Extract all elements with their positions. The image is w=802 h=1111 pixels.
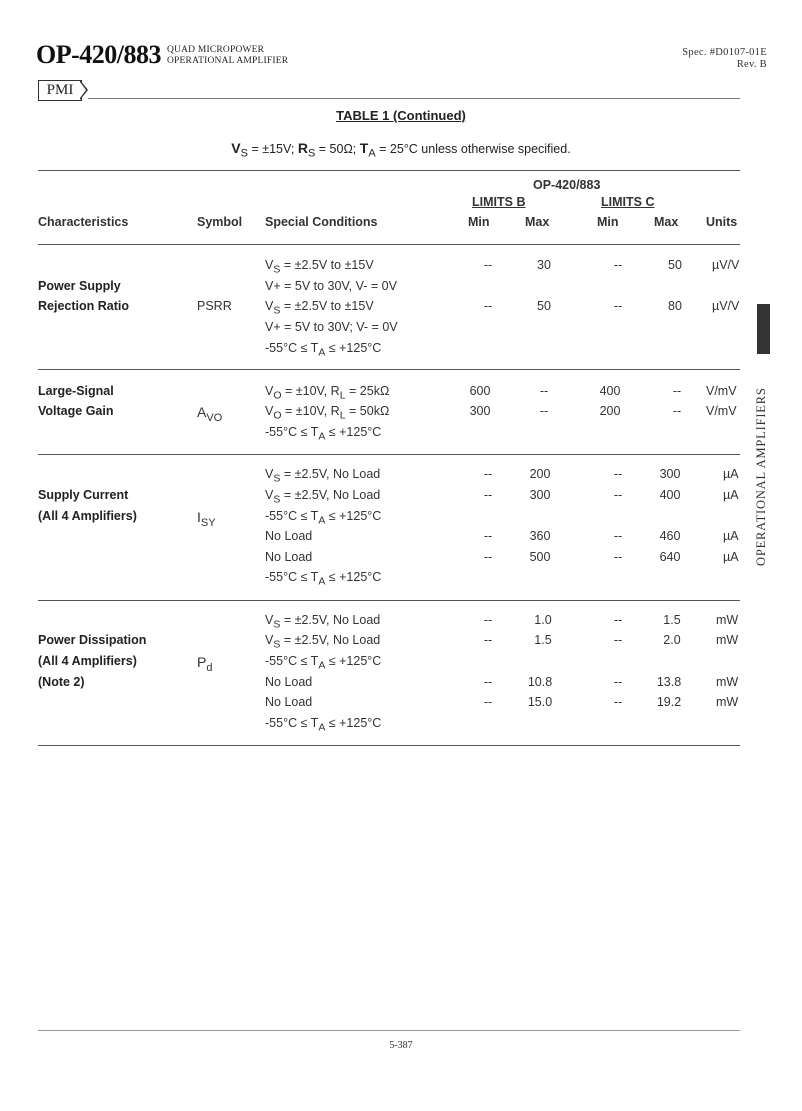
isy-label-line2: (All 4 Amplifiers): [38, 509, 137, 523]
device-header: OP-420/883: [533, 178, 601, 192]
isy-rule: [38, 600, 740, 601]
pd-condition-1: $V_S = \pm 2.5V$, No Load: [265, 613, 381, 631]
psrr-r2-min-c: --: [613, 299, 623, 313]
page-number: 5-387: [389, 1040, 413, 1051]
pd-r2-min-b: --: [483, 633, 493, 647]
isy-r4-min-c: --: [613, 550, 623, 564]
pd-r2-min-c: --: [613, 633, 623, 647]
col-max-b: Max: [525, 215, 550, 229]
avo-condition-2: $V_O = \pm 10V$, $R_L = 50k\Omega$: [265, 404, 390, 422]
isy-r1-units: µA: [723, 467, 739, 481]
pd-label-line2: (All 4 Amplifiers): [38, 654, 137, 668]
psrr-condition-4: V+ = 5V to 30V; V- = 0V: [265, 320, 398, 334]
avo-r1-max-c: --: [672, 384, 682, 398]
pmi-logo-arrow-inner: [80, 82, 86, 98]
isy-r4-units: µA: [723, 550, 739, 564]
avo-condition-3: $-55^\circ C \le T_A \le +125^\circ C$: [265, 425, 382, 443]
pd-r3-min-b: --: [483, 675, 493, 689]
avo-label-line1: Large-Signal: [38, 384, 114, 398]
pd-r2-max-b: 1.5: [534, 633, 552, 647]
side-section-label: OPERATIONAL AMPLIFIERS: [754, 387, 768, 566]
avo-r2-min-c: 200: [599, 404, 621, 418]
pd-label-line3: (Note 2): [38, 675, 85, 689]
isy-r1-max-c: 300: [659, 467, 681, 481]
avo-r1-units: V/mV: [706, 384, 737, 398]
avo-symbol: $A_{VO}$: [197, 404, 223, 424]
limits-b-header: LIMITS B: [472, 195, 526, 209]
subtitle-line2: OPERATIONAL AMPLIFIER: [167, 56, 289, 66]
avo-r2-max-c: --: [672, 404, 682, 418]
psrr-rule: [38, 369, 740, 370]
isy-r4-min-b: --: [483, 550, 493, 564]
pd-r2-max-c: 2.0: [663, 633, 681, 647]
isy-r3-min-c: --: [613, 529, 623, 543]
psrr-r1-units: µV/V: [712, 258, 740, 272]
avo-condition-1: $V_O = \pm 10V$, $R_L = 25k\Omega$: [265, 384, 390, 402]
psrr-r1-min-b: --: [483, 258, 493, 272]
psrr-label-line2: Rejection Ratio: [38, 299, 129, 313]
psrr-condition-5: $-55^\circ C \le T_A \le +125^\circ C$: [265, 341, 382, 359]
pd-condition-6: $-55^\circ C \le T_A \le +125^\circ C$: [265, 716, 382, 734]
isy-condition-4: No Load: [265, 529, 313, 543]
spec-number: Spec. #D0107-01E: [682, 47, 767, 58]
subtitle-line1: QUAD MICROPOWER: [167, 45, 265, 55]
pd-r1-min-c: --: [613, 613, 623, 627]
psrr-label-line1: Power Supply: [38, 279, 121, 293]
isy-condition-3: $-55^\circ C \le T_A \le +125^\circ C$: [265, 509, 382, 527]
psrr-r1-max-b: 30: [537, 258, 551, 272]
table-title: TABLE 1 (Continued): [336, 108, 466, 123]
pd-r4-max-c: 19.2: [656, 695, 682, 709]
isy-r3-max-c: 460: [659, 529, 681, 543]
isy-r2-max-b: 300: [529, 488, 551, 502]
avo-r2-units: V/mV: [706, 404, 737, 418]
col-min-b: Min: [468, 215, 490, 229]
table-conditions: $V_S = \pm 15V$; $R_S = 50\Omega$; $T_A = 25^\circ C$ unless otherwise specified.: [231, 140, 571, 160]
col-characteristics: Characteristics: [38, 215, 129, 229]
pd-r3-max-c: 13.8: [656, 675, 682, 689]
pd-r4-units: mW: [716, 695, 739, 709]
isy-r1-min-b: --: [483, 467, 493, 481]
pmi-logo: PMI: [38, 80, 82, 101]
isy-label-line1: Supply Current: [38, 488, 129, 502]
avo-r1-min-b: 600: [469, 384, 491, 398]
pd-r4-max-b: 15.0: [527, 695, 553, 709]
isy-r2-units: µA: [723, 488, 739, 502]
isy-condition-5: No Load: [265, 550, 313, 564]
isy-condition-2: $V_S = \pm 2.5V$, No Load: [265, 488, 381, 506]
isy-condition-1: $V_S = \pm 2.5V$, No Load: [265, 467, 381, 485]
psrr-r1-min-c: --: [613, 258, 623, 272]
table-bottom-rule: [38, 745, 740, 746]
avo-r1-max-b: --: [539, 384, 549, 398]
col-units: Units: [706, 215, 738, 229]
avo-rule: [38, 454, 740, 455]
isy-r3-max-b: 360: [529, 529, 551, 543]
col-max-c: Max: [654, 215, 679, 229]
isy-r3-units: µA: [723, 529, 739, 543]
pd-condition-2: $V_S = \pm 2.5V$, No Load: [265, 633, 381, 651]
isy-condition-6: $-55^\circ C \le T_A \le +125^\circ C$: [265, 570, 382, 588]
spec-revision: Rev. B: [736, 59, 767, 70]
avo-r1-min-c: 400: [599, 384, 621, 398]
pd-r1-max-b: 1.0: [534, 613, 552, 627]
footer-rule: [38, 1030, 740, 1031]
col-special-conditions: Special Conditions: [265, 215, 378, 229]
col-symbol: Symbol: [197, 215, 243, 229]
isy-r4-max-b: 500: [529, 550, 551, 564]
isy-r2-min-b: --: [483, 488, 493, 502]
avo-r2-min-b: 300: [469, 404, 491, 418]
psrr-r2-min-b: --: [483, 299, 493, 313]
pd-condition-3: $-55^\circ C \le T_A \le +125^\circ C$: [265, 654, 382, 672]
psrr-r2-max-c: 80: [668, 299, 682, 313]
pd-r1-units: mW: [716, 613, 739, 627]
isy-symbol: $I_{SY}$: [197, 509, 216, 529]
pd-r3-min-c: --: [613, 675, 623, 689]
header-bottom-rule: [38, 244, 740, 245]
part-number: OP-420/883: [36, 40, 161, 69]
isy-r1-max-b: 200: [529, 467, 551, 481]
psrr-r2-units: µV/V: [712, 299, 740, 313]
table-top-rule: [38, 170, 740, 171]
pd-r4-min-b: --: [483, 695, 493, 709]
pd-condition-4: No Load: [265, 675, 313, 689]
pd-r2-units: mW: [716, 633, 739, 647]
psrr-r2-max-b: 50: [537, 299, 551, 313]
pd-r3-units: mW: [716, 675, 739, 689]
header-rule: [88, 98, 740, 99]
psrr-condition-1: $V_S = \pm 2.5V$ to ±15V: [265, 258, 374, 276]
pd-r4-min-c: --: [613, 695, 623, 709]
isy-r3-min-b: --: [483, 529, 493, 543]
limits-c-header: LIMITS C: [601, 195, 655, 209]
psrr-condition-3: $V_S = \pm 2.5V$ to ±15V: [265, 299, 374, 317]
isy-r2-min-c: --: [613, 488, 623, 502]
pd-label-line1: Power Dissipation: [38, 633, 147, 647]
pd-r3-max-b: 10.8: [527, 675, 553, 689]
isy-r1-min-c: --: [613, 467, 623, 481]
psrr-symbol: PSRR: [197, 299, 232, 313]
psrr-r1-max-c: 50: [668, 258, 682, 272]
section-tab-marker: [757, 304, 770, 354]
psrr-condition-2: V+ = 5V to 30V, V- = 0V: [265, 279, 397, 293]
col-min-c: Min: [597, 215, 619, 229]
pd-r1-min-b: --: [483, 613, 493, 627]
pd-r1-max-c: 1.5: [663, 613, 681, 627]
pd-symbol: $P_d$: [197, 654, 213, 674]
avo-label-line2: Voltage Gain: [38, 404, 114, 418]
avo-r2-max-b: --: [539, 404, 549, 418]
isy-r4-max-c: 640: [659, 550, 681, 564]
isy-r2-max-c: 400: [659, 488, 681, 502]
pd-condition-5: No Load: [265, 695, 313, 709]
